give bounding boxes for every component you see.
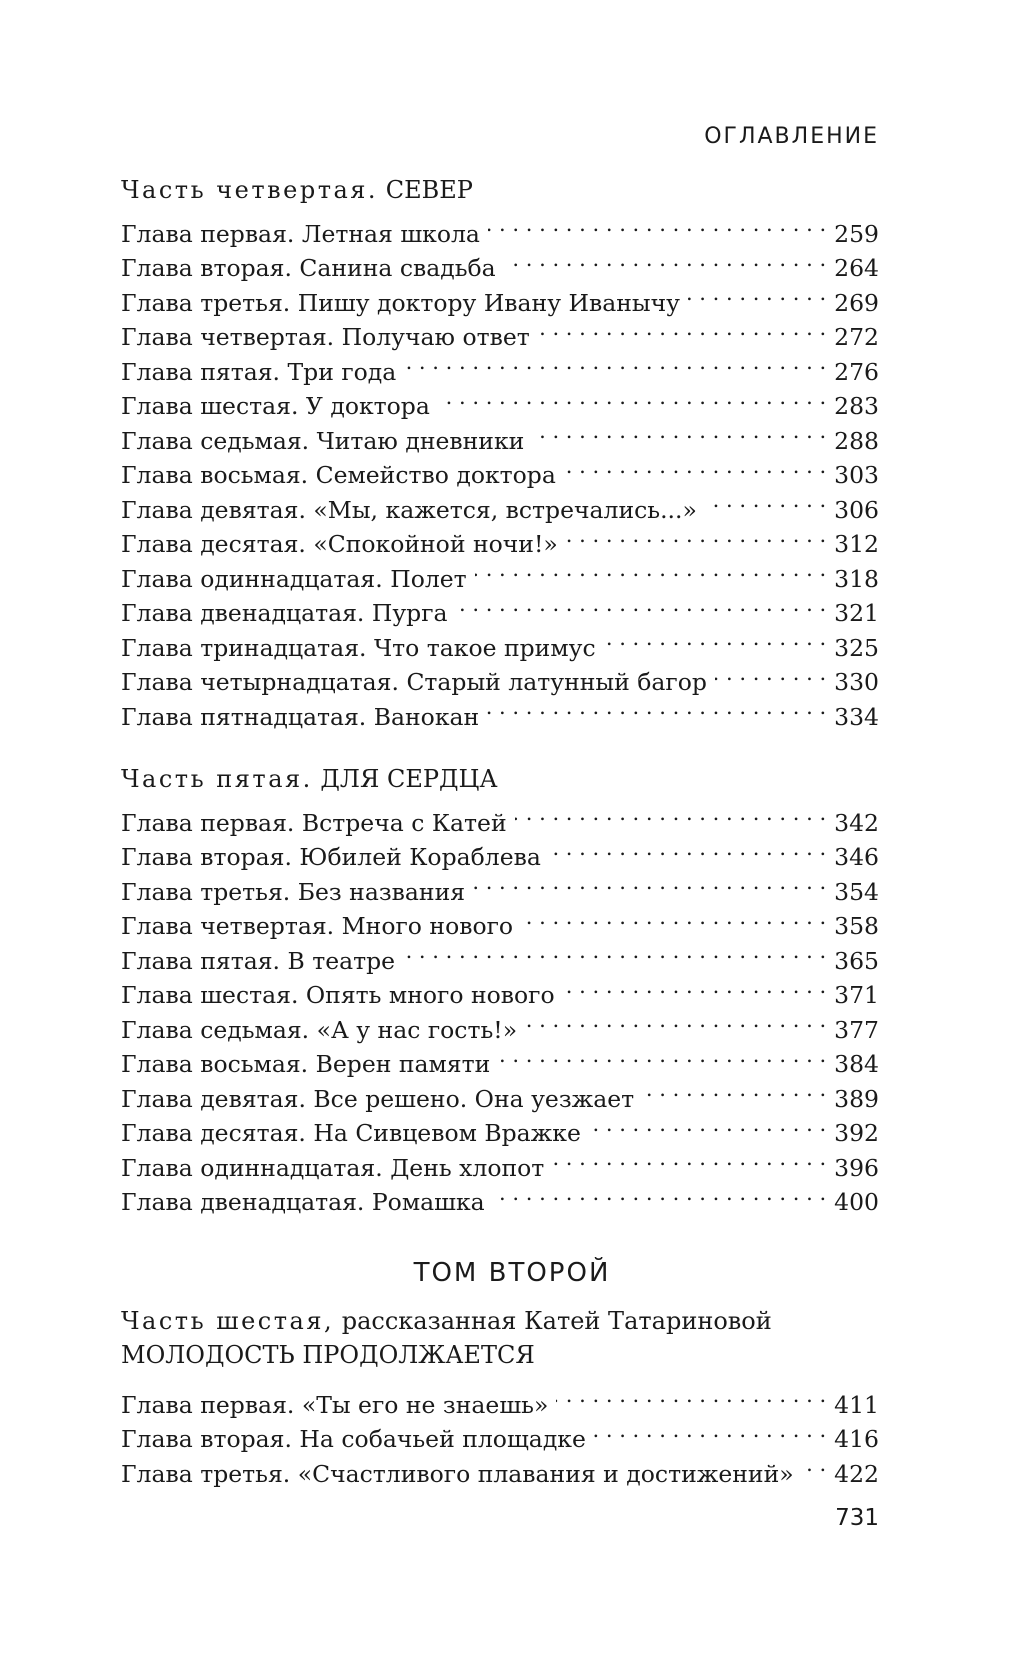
dot-leader — [715, 656, 826, 691]
dot-leader — [604, 621, 827, 656]
dot-leader — [556, 1378, 826, 1413]
part4-heading — [121, 173, 879, 207]
chapter-page-number: 371 — [834, 981, 879, 1009]
chapter-title: Глава десятая. На Сивцевом Вражке — [121, 1119, 581, 1147]
chapter-page-number: 346 — [834, 843, 879, 871]
chapter-page-number: 334 — [834, 702, 879, 731]
toc-entry — [121, 1378, 879, 1419]
chapter-page-number: 377 — [834, 1015, 879, 1044]
dot-leader — [493, 1176, 826, 1211]
chapter-title: Глава первая. «Ты его не знаешь» — [121, 1390, 549, 1419]
chapter-title: Глава вторая. Санина свадьба — [121, 254, 496, 282]
part6-section — [121, 1304, 879, 1488]
chapter-title: Глава одиннадцатая. Полет — [121, 564, 467, 593]
chapter-page-number: 325 — [834, 633, 879, 662]
chapter-title: Глава третья. Пишу доктору Ивану Иванычу — [121, 288, 680, 317]
chapter-title: Глава тринадцатая. Что такое примус — [121, 633, 596, 662]
chapter-page-number: 342 — [834, 808, 879, 837]
part6-label: Часть шестая, — [121, 1307, 335, 1335]
chapter-page-number: 276 — [834, 357, 879, 386]
chapter-title: Глава шестая. Опять много нового — [121, 981, 555, 1009]
chapter-page-number: 264 — [834, 254, 879, 282]
part4-label: Часть четвертая. — [121, 176, 379, 204]
chapter-page-number: 384 — [834, 1050, 879, 1078]
dot-leader — [532, 414, 826, 449]
dot-leader — [563, 969, 827, 1004]
dot-leader — [487, 690, 826, 725]
toc-entry — [121, 796, 879, 837]
part5-heading — [121, 762, 879, 796]
chapter-page-number: 303 — [834, 461, 879, 489]
chapter-title: Глава седьмая. Читаю дневники — [121, 426, 525, 455]
chapter-title: Глава первая. Встреча с Катей — [121, 808, 507, 837]
chapter-page-number: 269 — [834, 288, 879, 317]
dot-leader — [802, 1447, 827, 1482]
chapter-title: Глава пятая. В театре — [121, 946, 396, 975]
chapter-title: Глава двенадцатая. Пурга — [121, 599, 448, 627]
dot-leader — [498, 1038, 826, 1073]
dot-leader — [473, 865, 826, 900]
chapter-title: Глава десятая. «Спокойной ночи!» — [121, 530, 558, 558]
part5-name: ДЛЯ СЕРДЦА — [320, 765, 498, 793]
chapter-page-number: 400 — [834, 1188, 879, 1216]
part4-name: СЕВЕР — [385, 176, 473, 204]
dot-leader — [475, 552, 826, 587]
part5-section — [121, 762, 879, 1216]
running-head: ОГЛАВЛЕНИЕ — [704, 124, 879, 149]
chapter-title: Глава одиннадцатая. День хлопот — [121, 1153, 545, 1182]
dot-leader — [705, 483, 826, 518]
chapter-page-number: 272 — [834, 323, 879, 351]
chapter-page-number: 330 — [834, 668, 879, 696]
chapter-title: Глава восьмая. Семейство доктора — [121, 461, 556, 489]
chapter-title: Глава двенадцатая. Ромашка — [121, 1188, 485, 1216]
chapter-page-number: 416 — [834, 1425, 879, 1453]
chapter-page-number: 411 — [834, 1390, 879, 1419]
chapter-page-number: 358 — [834, 912, 879, 940]
part5-label: Часть пятая. — [121, 765, 313, 793]
chapter-page-number: 389 — [834, 1084, 879, 1113]
chapter-title: Глава четвертая. Много нового — [121, 912, 514, 940]
chapter-title: Глава восьмая. Верен памяти — [121, 1050, 491, 1078]
part6-narrator: рассказанная Катей Татариновой — [341, 1307, 772, 1335]
chapter-title: Глава девятая. «Мы, кажется, встречались...» — [121, 495, 697, 524]
dot-leader — [642, 1072, 826, 1107]
dot-leader — [404, 345, 826, 380]
chapter-title: Глава вторая. Юбилей Кораблева — [121, 843, 541, 871]
chapter-title: Глава девятая. Все решено. Она уезжает — [121, 1084, 635, 1113]
chapter-title: Глава четырнадцатая. Старый латунный багор — [121, 668, 707, 696]
chapter-title: Глава третья. «Счастливого плавания и достижений» — [121, 1459, 794, 1488]
dot-leader — [594, 1413, 826, 1448]
chapter-title: Глава вторая. На собачьей площадке — [121, 1425, 586, 1453]
chapter-title: Глава пятая. Три года — [121, 357, 397, 386]
part4-chapter-list — [121, 207, 879, 731]
dot-leader — [566, 518, 826, 553]
dot-leader — [456, 587, 827, 622]
dot-leader — [515, 796, 827, 831]
part5-chapter-list — [121, 796, 879, 1216]
chapter-page-number: 306 — [834, 495, 879, 524]
dot-leader — [564, 449, 826, 484]
dot-leader — [549, 831, 826, 866]
part6-name: МОЛОДОСТЬ ПРОДОЛЖАЕТСЯ — [121, 1341, 535, 1369]
dot-leader — [438, 380, 826, 415]
chapter-title: Глава первая. Летная школа — [121, 219, 480, 248]
dot-leader — [552, 1141, 826, 1176]
part6-chapter-list — [121, 1378, 879, 1488]
chapter-page-number: 318 — [834, 564, 879, 593]
chapter-title: Глава шестая. У доктора — [121, 392, 430, 420]
dot-leader — [589, 1107, 826, 1142]
chapter-page-number: 365 — [834, 946, 879, 975]
dot-leader — [688, 276, 826, 311]
part6-heading — [121, 1304, 879, 1338]
dot-leader — [504, 242, 826, 277]
dot-leader — [403, 934, 826, 969]
chapter-page-number: 283 — [834, 392, 879, 420]
dot-leader — [538, 311, 826, 346]
chapter-page-number: 396 — [834, 1153, 879, 1182]
chapter-page-number: 312 — [834, 530, 879, 558]
toc-entry — [121, 207, 879, 248]
chapter-title: Глава четвертая. Получаю ответ — [121, 323, 530, 351]
chapter-page-number: 321 — [834, 599, 879, 627]
dot-leader — [525, 1003, 826, 1038]
dot-leader — [488, 207, 826, 242]
chapter-page-number: 354 — [834, 877, 879, 906]
chapter-page-number: 422 — [834, 1459, 879, 1488]
chapter-page-number: 392 — [834, 1119, 879, 1147]
dot-leader — [521, 900, 826, 935]
chapter-title: Глава пятнадцатая. Ванокан — [121, 702, 480, 731]
chapter-title: Глава седьмая. «А у нас гость!» — [121, 1015, 518, 1044]
chapter-title: Глава третья. Без названия — [121, 877, 466, 906]
part4-section — [121, 173, 879, 731]
volume-title: ТОМ ВТОРОЙ — [413, 1258, 611, 1288]
page-number: 731 — [835, 1505, 879, 1531]
chapter-page-number: 288 — [834, 426, 879, 455]
chapter-page-number: 259 — [834, 219, 879, 248]
